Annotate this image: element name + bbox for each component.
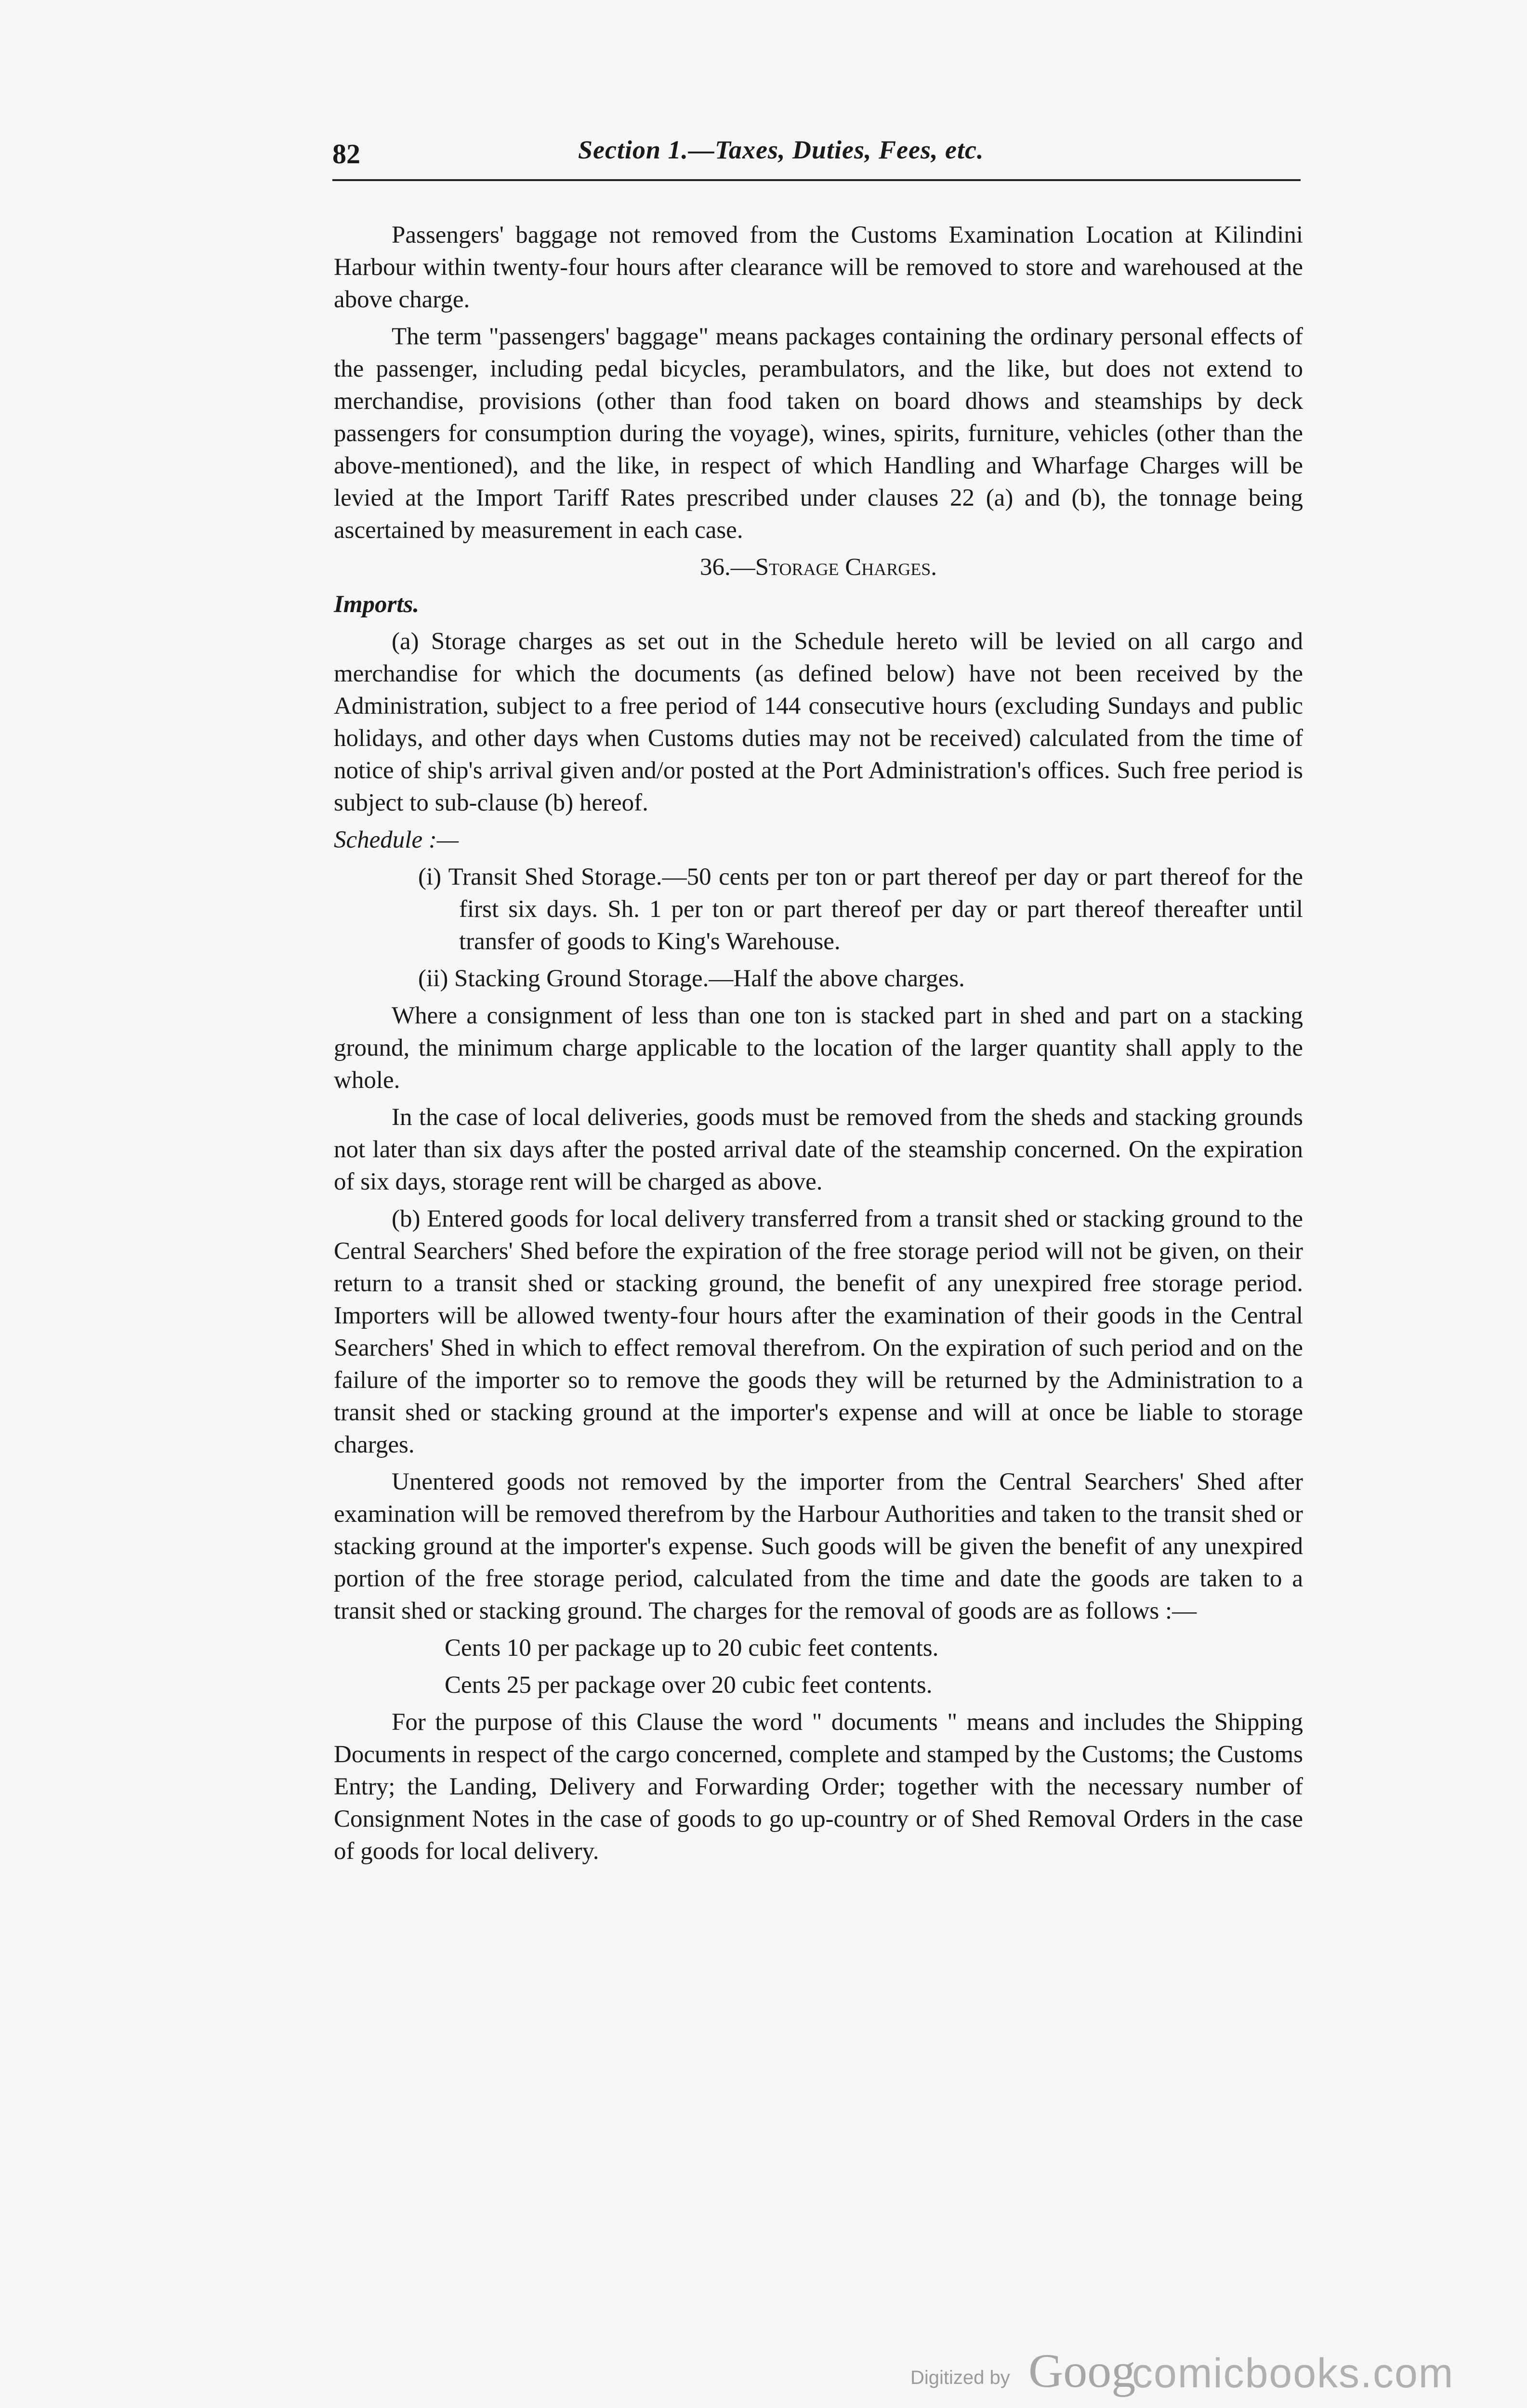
digitization-watermark xyxy=(910,2343,1517,2406)
running-head: Section 1.—Taxes, Duties, Fees, etc. xyxy=(578,135,984,164)
header-rule xyxy=(332,179,1301,181)
paragraph-storage-charges-a: (a) Storage charges as set out in the Schedule hereto will be levied on all cargo and merchandise for which the documents (as defined below) have not been received by the Administration, subject to a free period of 144 consecutive hours (excluding Sundays and public holidays, and other days when Customs duties may not be received) calculated from the time of notice of ship's arrival given and/or posted at the Port Administration's offices. Such free period is subject to sub-clause (b) hereof. xyxy=(334,628,1303,816)
schedule-item-stacking-ground: (ii) Stacking Ground Storage.—Half the above charges. xyxy=(418,965,965,992)
paragraph-baggage-definition: The term "passengers' baggage" means packages containing the ordinary personal effects of the passenger, including pedal bicycles, perambulators, and the like, but does not extend to merchandise, provisions (other than food taken on board dhows and steamships by deck passengers for consumption during the voyage), wines, spirits, furniture, vehicles (other than the above-mentioned), and the like, in respect of which Handling and Wharfage Charges will be levied at the Import Tariff Rates prescribed under clauses 22 (a) and (b), the tonnage being ascertained by measurement in each case. xyxy=(334,323,1303,544)
paragraph-entered-goods-b: (b) Entered goods for local delivery transferred from a transit shed or stacking ground to the Central Searchers' Shed before the expiration of the free storage period will not be given, on their return to a transit shed or stacking ground, the benefit of any unexpired free storage period. Importers will be allowed twenty-four hours after the examination of their goods in the Central Searchers' Shed in which to effect removal therefrom. On the expiration of such period and on the failure of the importer so to remove the goods they will be returned by the Administration to a transit shed or stacking ground at the importer's expense and will at once be liable to storage charges. xyxy=(334,1205,1303,1458)
schedule-heading: Schedule :— xyxy=(334,826,459,853)
digitized-by-label: Digitized by xyxy=(910,2367,1010,2388)
site-watermark: comicbooks.com xyxy=(1132,2350,1454,2396)
paragraph-passengers-baggage: Passengers' baggage not removed from the Customs Examination Location at Kilindini Harbour within twenty-four hours after clearance will be removed to store and warehoused at the above charge. xyxy=(334,222,1303,313)
section-title: 36.—Storage Charges. xyxy=(700,554,937,581)
page-header xyxy=(332,135,1310,173)
google-logo: Goog xyxy=(1028,2344,1136,2397)
schedule-item-transit-shed: (i) Transit Shed Storage.—50 cents per ton or part thereof per day or part thereof for the first six days. Sh. 1 per ton or part thereof per day or part thereof thereafter until transfer of goods to King's Warehouse. xyxy=(418,864,1303,955)
paragraph-local-deliveries: In the case of local deliveries, goods must be removed from the sheds and stacking grounds not later than six days after the posted arrival date of the steamship concerned. On the expiration of six days, storage rent will be charged as above. xyxy=(334,1104,1303,1195)
page-number: 82 xyxy=(332,138,360,170)
charge-line-small: Cents 10 per package up to 20 cubic feet contents. xyxy=(445,1635,939,1662)
charge-line-large: Cents 25 per package over 20 cubic feet contents. xyxy=(445,1672,933,1699)
paragraph-consignment-split: Where a consignment of less than one ton is stacked part in shed and part on a stacking ground, the minimum charge applicable to the location of the larger quantity shall apply to the whole. xyxy=(334,1002,1303,1094)
page-body xyxy=(334,219,1303,1872)
paragraph-unentered-goods: Unentered goods not removed by the importer from the Central Searchers' Shed after examination will be removed therefrom by the Harbour Authorities and taken to the transit shed or stacking ground at the importer's expense. Such goods will be given the benefit of any unexpired portion of the free storage period, calculated from the time and date the goods are taken to a transit shed or stacking ground. The charges for the removal of goods are as follows :— xyxy=(334,1468,1303,1624)
imports-heading: Imports. xyxy=(334,591,420,618)
paragraph-documents-definition: For the purpose of this Clause the word " documents " means and includes the Shipping Documents in respect of the cargo concerned, complete and stamped by the Customs; the Customs Entry; the Landing, Delivery and Forwarding Order; together with the necessary number of Consignment Notes in the case of goods to go up-country or of Shed Removal Orders in the case of goods for local delivery. xyxy=(334,1709,1303,1865)
